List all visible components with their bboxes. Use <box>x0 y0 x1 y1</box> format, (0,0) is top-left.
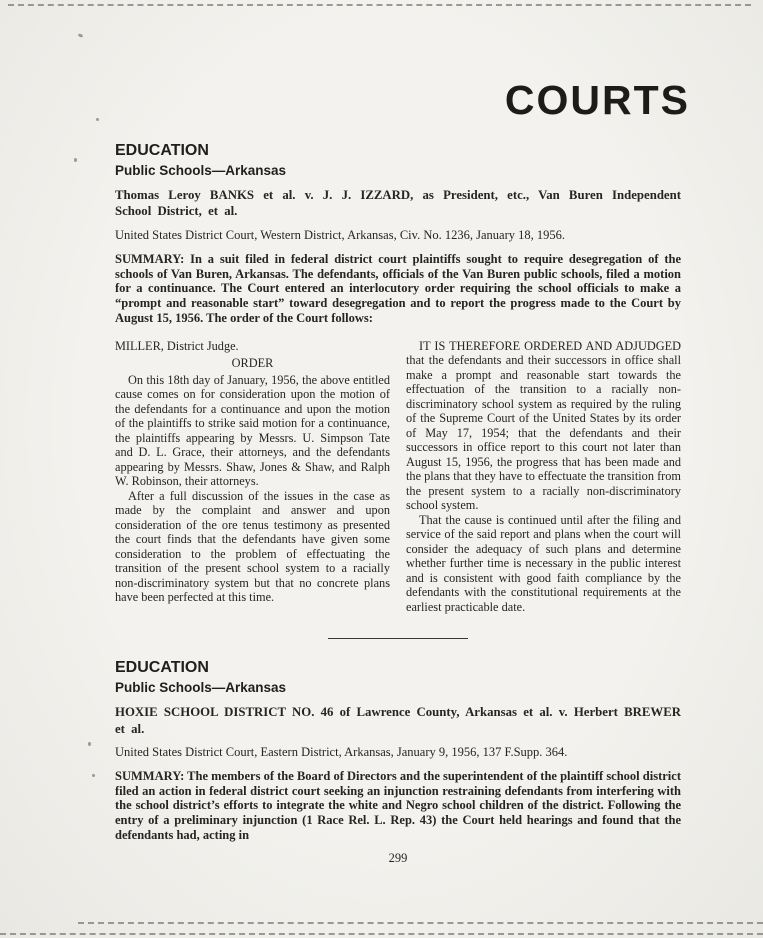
right-column <box>406 339 681 615</box>
scan-artifact-bottom <box>78 922 763 924</box>
section-subheading: Public Schools—Arkansas <box>115 679 287 695</box>
order-paragraph: That the cause is continued until after the filing and service of the said report and plans when the court will consider the adequacy of such plans and determine whether further time is necessary in the public interest and is consistent with good faith compliance by the defendants with the constitutional requirements at the earliest practicable date. <box>406 512 681 614</box>
scan-artifact-bottom <box>0 933 763 935</box>
section-heading: EDUCATION <box>115 142 209 159</box>
order-paragraph: After a full discussion of the issues in the case as made by the complaint and answer and upon consideration of the ore tenus testimony as presented the court finds that the defendants have given some consideration to the problem of effectuating the transition of the present school system to a racially non-discriminatory system but that no concrete plans have been perfected at this time. <box>115 488 390 605</box>
scan-speck <box>92 774 95 777</box>
case-title: Thomas Leroy BANKS et al. v. J. J. IZZARD, as President, etc., Van Buren Independent School District, et al. <box>115 188 681 219</box>
left-column <box>115 339 390 615</box>
case-section-hoxie <box>115 659 681 843</box>
case-section-banks <box>115 142 681 614</box>
page-header <box>115 77 690 123</box>
case-summary: SUMMARY: In a suit filed in federal district court plaintiffs sought to require desegregation of the schools of Van Buren, Arkansas. The defendants, officials of the Van Buren public schools, filed a motion for a continuance. The Court entered an interlocutory order requiring the school officials to make a “prompt and reasonable start” toward desegregation and to report the progress made to the Court by August 15, 1956. The order of the Court follows: <box>115 251 681 325</box>
case-summary: SUMMARY: The members of the Board of Directors and the superintendent of the plaintiff school district filed an action in federal district court seeking an injunction restraining defendants from interfering with the school district’s efforts to integrate the white and Negro school children of the district. Following the entry of a preliminary injunction (1 Race Rel. L. Rep. 43) the Court held hearings and found that the defendants had, acting in <box>115 768 681 842</box>
section-divider <box>328 638 468 639</box>
scan-speck <box>96 118 99 121</box>
scan-speck <box>88 742 91 746</box>
scan-speck <box>74 158 77 162</box>
scan-speck <box>78 33 84 38</box>
order-paragraph: IT IS THEREFORE ORDERED AND ADJUDGED that the defendants and their successors in office shall make a prompt and reasonable start towards the effectuation of the transition to a racially non-discriminatory school system as required by the ruling of the Supreme Court of the United States by its order of May 17, 1954; that the defendants and their successors in office report to this court not later than August 15, 1956, the progress that has been made and the plans that they have to effectuate the transition from the present system to a racially non-discriminatory school system. <box>406 338 681 513</box>
case-title: HOXIE SCHOOL DISTRICT NO. 46 of Lawrence County, Arkansas et al. v. Herbert BREWER et al. <box>115 705 681 736</box>
page-content <box>115 142 681 866</box>
page-title: COURTS <box>504 77 690 123</box>
court-citation: United States District Court, Western District, Arkansas, Civ. No. 1236, January 18, 1956. <box>115 227 565 242</box>
section-subheading: Public Schools—Arkansas <box>115 162 287 178</box>
section-heading: EDUCATION <box>115 659 209 677</box>
order-heading: ORDER <box>231 356 274 371</box>
court-citation: United States District Court, Eastern District, Arkansas, January 9, 1956, 137 F.Supp. 364. <box>115 744 568 759</box>
scan-artifact-top <box>8 4 751 6</box>
page-number: 299 <box>388 850 408 865</box>
order-paragraph: On this 18th day of January, 1956, the above entitled cause comes on for consideration upon the motion of the defendants for a continuance and upon the motion of the plaintiffs to strike said motion for a continuance, the plaintiffs appearing by Messrs. U. Simpson Tate and D. L. Grace, their attorneys, and the defendants appearing by Messrs. Shaw, Jones & Shaw, and Ralph W. Robinson, their attorneys. <box>115 372 390 489</box>
judge-line: MILLER, District Judge. <box>115 338 239 353</box>
two-column-body <box>115 339 681 615</box>
